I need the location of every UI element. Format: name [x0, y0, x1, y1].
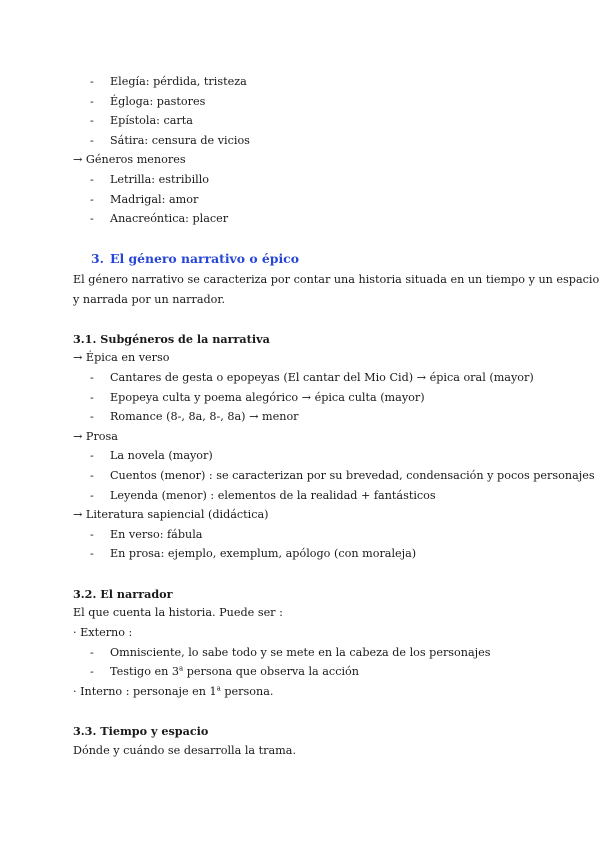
bullet-dash: - [90, 95, 94, 108]
bullet-dash: - [90, 528, 94, 541]
list-item-text: La novela (mayor) [110, 449, 213, 462]
bullet-dash: - [90, 134, 94, 147]
list-item-text: Leyenda (menor) : elementos de la realidad + fantásticos [110, 489, 436, 502]
list-item-text: Sátira: censura de vicios [110, 134, 250, 147]
bullet-dash: - [90, 371, 94, 384]
bullet-dash: - [90, 114, 94, 127]
list-item-text: En verso: fábula [110, 528, 203, 541]
bullet-dash: - [90, 193, 94, 206]
list-item-text: Omnisciente, lo sabe todo y se mete en la cabeza de los personajes [110, 646, 491, 659]
list-item-text: Epopeya culta y poema alegórico → épica culta (mayor) [110, 391, 425, 404]
list-item-text: Anacreóntica: placer [110, 212, 229, 225]
list-item-text: Cuentos (menor) : se caracterizan por su brevedad, condensación y pocos personajes [110, 469, 595, 482]
bullet-dash: - [90, 173, 94, 186]
list-item-text: Égloga: pastores [110, 95, 206, 108]
document-page: - Elegía: pérdida, tristeza - Égloga: pastores - Epístola: carta - Sátira: censura de vicios → Géneros menores - Letrilla: estribillo - Madrigal: amor - Anacreóntica: placer 3. El género narrativo o épico El género narrativo se caracteriza por contar una historia situada en un tiempo y un espacio y narrada por un narrador. 3.1. Subgéneros de la narrativa → Épica en verso - Cantares de gesta o epopeyas (El cantar del Mio Cid) → épica oral (mayor) - Epopeya culta y poema alegórico → épica culta (mayor) - Romance (8-, 8a, 8-, 8a) → menor → Prosa - La novela (mayor) - Cuentos (menor) : se caracterizan por su brevedad, condensación y pocos personajes - Leyenda (menor) : elementos de la realidad + fantásticos → Literatura sapiencial (didáctica) - En verso: fábula - En prosa: ejemplo, exemplum, apólogo (con moraleja) 3.2. El narrador El que cuenta la historia. Puede ser : · Externo : - Omnisciente, lo sabe todo y se mete en la cabeza de los personajes - Testigo en 3$^a$ persona que observa la acción · Interno : personaje en 1$^a$ persona. 3.3. Tiempo y espacio Dónde y cuándo se desarrolla la trama. [73, 75, 600, 757]
bullet-dash: - [90, 489, 94, 502]
bullet-dash: - [90, 410, 94, 423]
section-title: El género narrativo o épico [110, 251, 299, 266]
list-item-text: Testigo en 3$^a$ persona que observa la acción [110, 664, 359, 678]
bullet-dash: - [90, 469, 94, 482]
list-item-text: Madrigal: amor [110, 193, 199, 206]
bullet-dash: - [90, 547, 94, 560]
bullet-dash: - [90, 391, 94, 404]
list-item-text: Epístola: carta [110, 114, 193, 127]
list-item-text: Letrilla: estribillo [110, 173, 210, 186]
list-item-text: Elegía: pérdida, tristeza [110, 75, 247, 88]
bullet-dash: - [90, 75, 94, 88]
list-item-text: En prosa: ejemplo, exemplum, apólogo (con moraleja) [110, 547, 417, 560]
list-item-text: Romance (8-, 8a, 8-, 8a) → menor [110, 410, 299, 423]
bullet-dash: - [90, 646, 94, 659]
bullet-dash: - [90, 449, 94, 462]
list-item-text: Cantares de gesta o epopeyas (El cantar del Mio Cid) → épica oral (mayor) [110, 371, 534, 384]
bullet-dash: - [90, 212, 94, 225]
bullet-dash: - [90, 665, 94, 678]
section-number: 3. [91, 251, 104, 266]
